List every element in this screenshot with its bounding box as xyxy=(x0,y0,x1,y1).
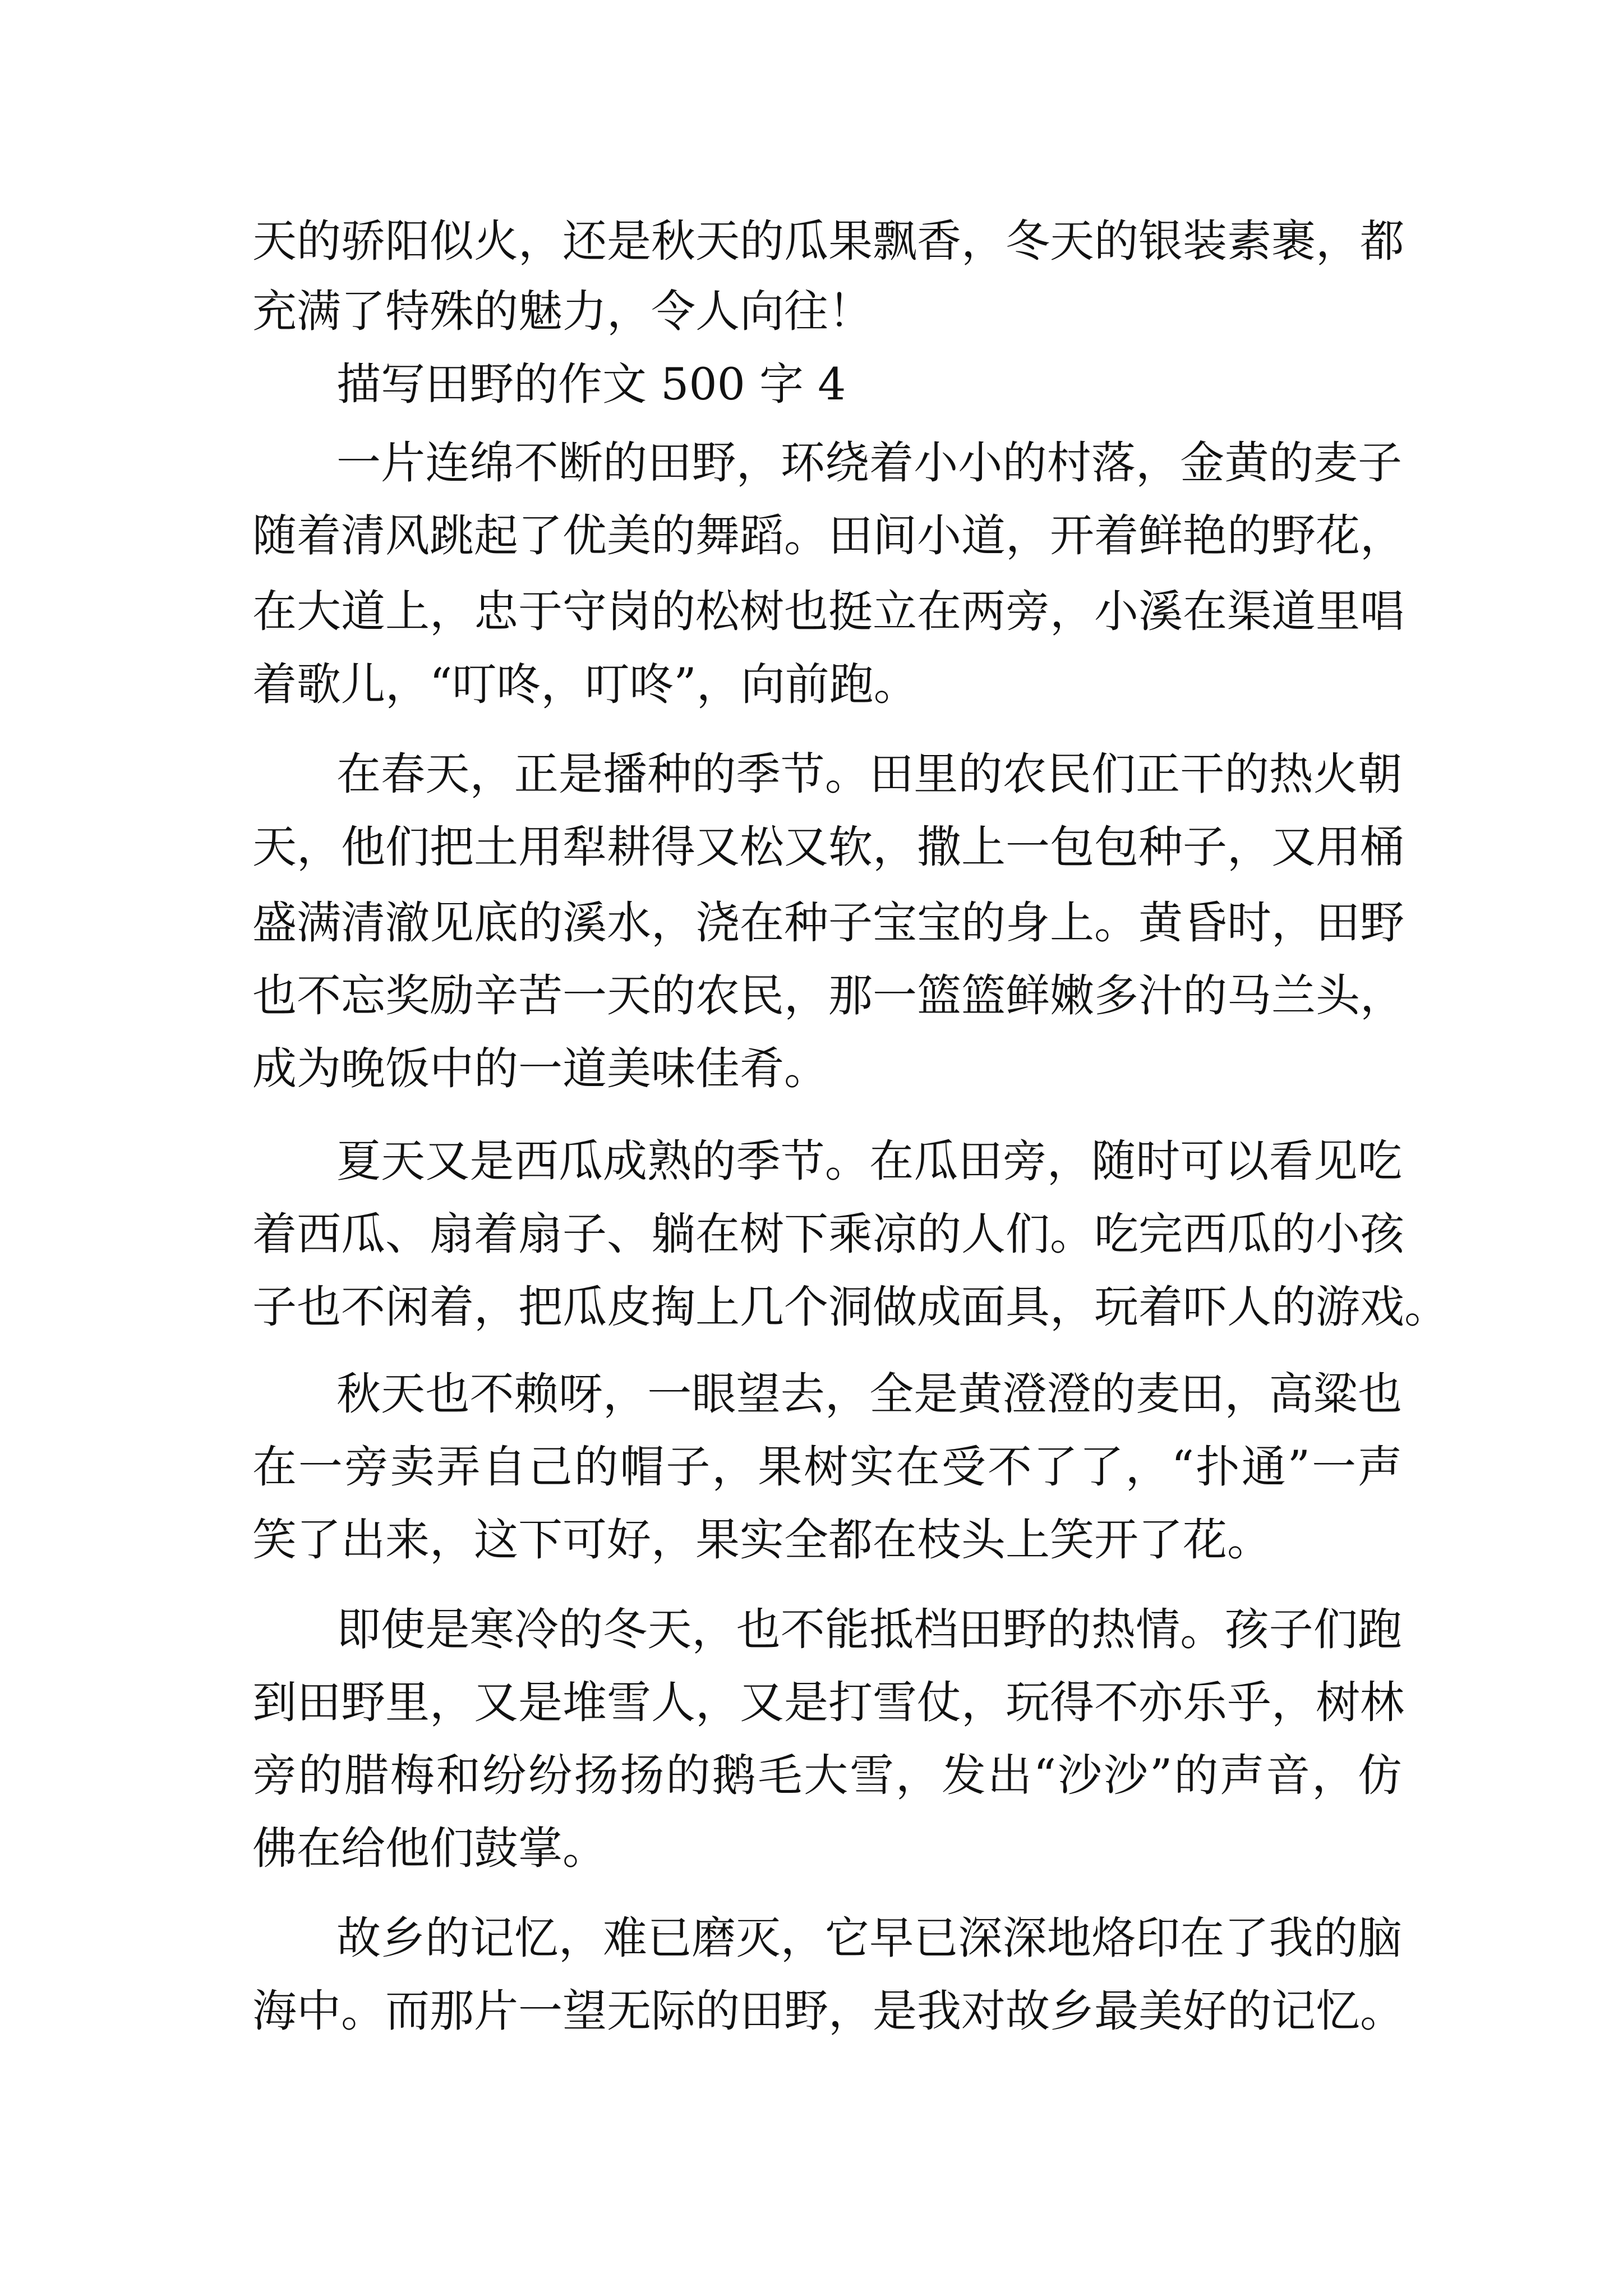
text-line: 笑了出来，这下可好，果实全都在枝头上笑开了花。 xyxy=(252,1514,1271,1566)
text-line: 随着清风跳起了优美的舞蹈。田间小道，开着鲜艳的野花， xyxy=(252,510,1404,562)
text-line: 天，他们把土用犁耕得又松又软，撒上一包包种子，又用桶 xyxy=(252,821,1404,873)
text-line: 一片连绵不断的田野，环绕着小小的村落，金黄的麦子 xyxy=(336,437,1402,489)
text-line: 也不忘奖励辛苦一天的农民，那一篮篮鲜嫩多汁的马兰头， xyxy=(252,970,1404,1022)
text-line: 天的骄阳似火，还是秋天的瓜果飘香，冬天的银装素裹，都 xyxy=(252,215,1404,267)
text-line: 即使是寒冷的冬天，也不能抵档田野的热情。孩子们跑 xyxy=(336,1604,1402,1655)
text-line: 子也不闲着，把瓜皮掏上几个洞做成面具，玩着吓人的游戏。 xyxy=(252,1281,1449,1333)
text-line: 在春天，正是播种的季节。田里的农民们正干的热火朝 xyxy=(336,748,1402,800)
text-line: 着歌儿，“叮咚，叮咚”，向前跑。 xyxy=(252,659,918,710)
text-line: 夏天又是西瓜成熟的季节。在瓜田旁，随时可以看见吃 xyxy=(336,1135,1402,1187)
section-title: 描写田野的作文 500 字 4 xyxy=(336,358,846,410)
text-line: 在大道上，忠于守岗的松树也挺立在两旁，小溪在渠道里唱 xyxy=(252,586,1404,637)
text-line: 佛在给他们鼓掌。 xyxy=(252,1823,607,1874)
text-line: 到田野里，又是堆雪人，又是打雪仗，玩得不亦乐乎，树林 xyxy=(252,1677,1404,1728)
text-line: 充满了特殊的魅力，令人向往！ xyxy=(252,286,873,337)
text-line: 成为晚饭中的一道美味佳肴。 xyxy=(252,1043,828,1094)
text-line: 盛满清澈见底的溪水，浇在种子宝宝的身上。黄昏时，田野 xyxy=(252,897,1404,949)
text-line: 着西瓜、扇着扇子、躺在树下乘凉的人们。吃完西瓜的小孩 xyxy=(252,1208,1404,1260)
text-line: 海中。而那片一望无际的田野，是我对故乡最美好的记忆。 xyxy=(252,1985,1404,2037)
text-line: 故乡的记忆，难已磨灭，它早已深深地烙印在了我的脑 xyxy=(336,1912,1402,1964)
text-line: 在一旁卖弄自己的帽子，果树实在受不了了，“扑通”一声 xyxy=(252,1441,1402,1493)
text-line: 旁的腊梅和纷纷扬扬的鹅毛大雪，发出“沙沙”的声音，仿 xyxy=(252,1750,1402,1801)
text-line: 秋天也不赖呀，一眼望去，全是黄澄澄的麦田，高粱也 xyxy=(336,1368,1402,1420)
